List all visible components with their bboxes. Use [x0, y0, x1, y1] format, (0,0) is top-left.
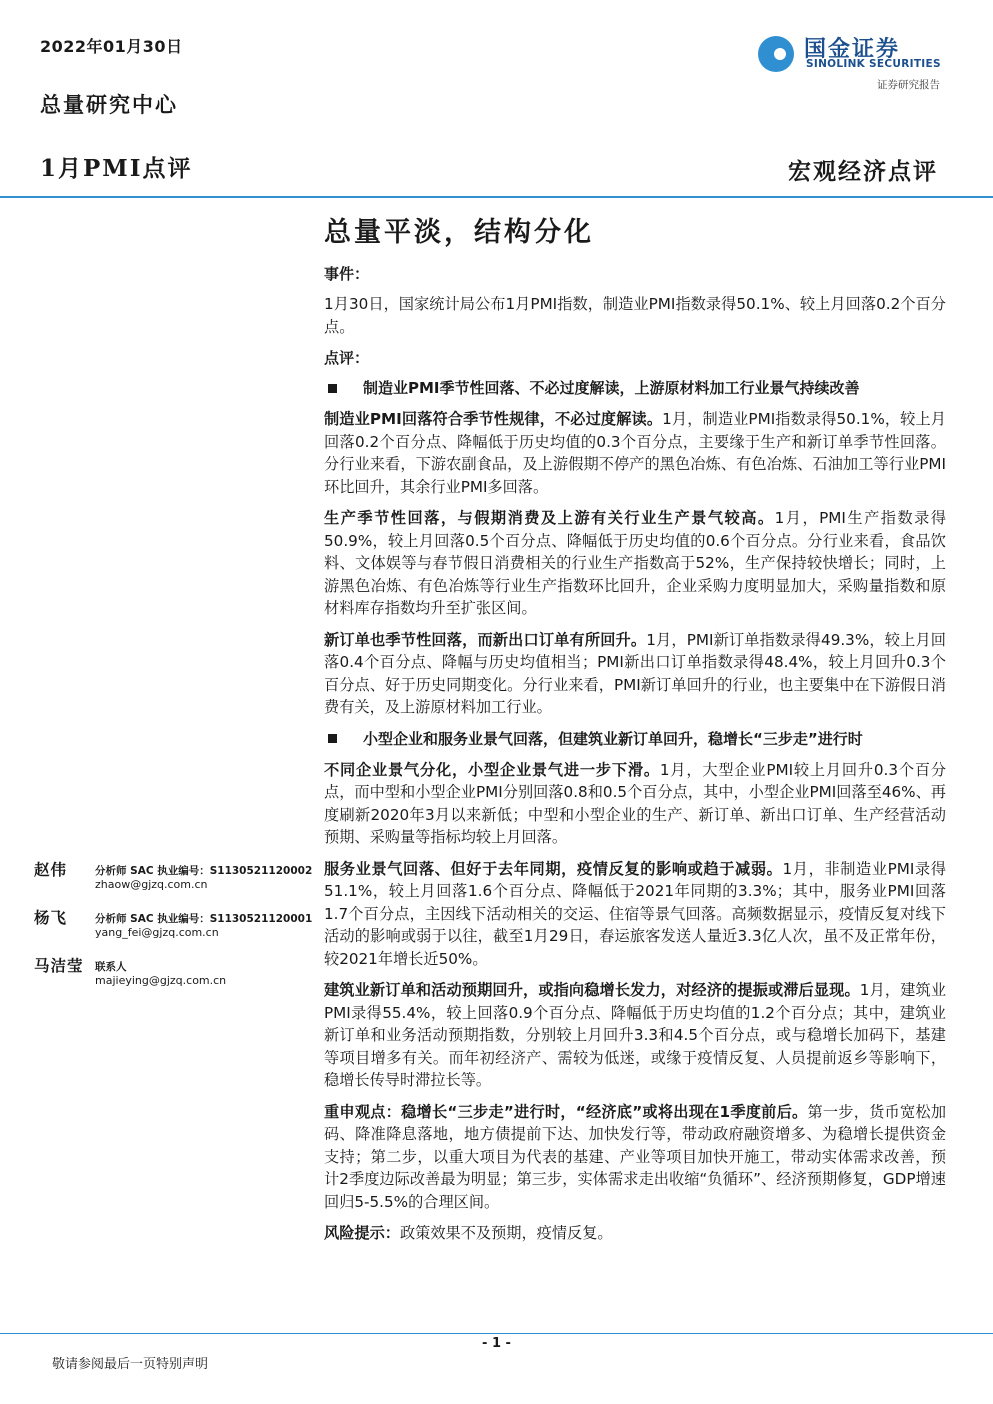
analyst-email[interactable]: zhaow@gjzq.com.cn	[95, 878, 208, 891]
paragraph-body: 1月，建筑业PMI录得55.4%，较上回落0.9个百分点、降幅低于历史均值的1.2个百分点；其中，建筑业新订单和业务活动预期指数，分别较上月回升3.3和4.5个百分点，或与稳增长加码下，基建等项目增多有关。而年初经济产、需较为低迷，或缘于疫情反复、人员提前返乡等影响下，稳增长传导时滞拉长等。	[324, 981, 947, 1089]
bullet-square-icon	[328, 734, 337, 743]
brand-name-en: SINOLINK SECURITIES	[806, 58, 941, 70]
analyst-role: 联系人	[95, 961, 127, 973]
paragraph-body: 第一步，货币宽松加码、降准降息落地，地方债提前下达、加快发行等，带动政府融资增多、为稳增长提供资金支持；第二步，以重大项目为代表的基建、产业等项目加快开施工，带动实体需求改善，预计2季度边际改善最为明显；第三步，实体需求走出收缩“负循环”、经济预期修复，GDP增速回归5-5.5%的合理区间。	[324, 1102, 947, 1211]
analyst-name: 杨飞	[34, 908, 68, 927]
analyst-entry	[34, 954, 314, 1002]
report-body	[324, 210, 946, 1254]
paragraph-2	[324, 507, 946, 620]
paragraph-lead: 新订单也季节性回落，而新出口订单有所回升。	[324, 630, 647, 649]
paragraph-body: 1月，大型企业PMI较上月回升0.3个百分点，而中型和小型企业PMI分别回落0.8和0.5个百分点，其中，小型企业PMI回落至46%、再度刷新2020年3月以来新低；中型和小型企业的生产、新订单、新出口订单、生产经营活动预期、采购量等指标均较上月回落。	[324, 760, 947, 846]
brand-name-cn: 国金证券	[804, 37, 901, 62]
event-label: 事件：	[324, 265, 370, 283]
report-subject: 1月PMI点评	[40, 155, 193, 182]
analyst-email[interactable]: yang_fei@gjzq.com.cn	[95, 926, 219, 939]
paragraph-body: 1月，PMI生产指数录得50.9%，较上月回落0.5个百分点、降幅低于历史均值的0.6个百分点。分行业来看，食品饮料、文体娱等与春节假日消费相关的行业生产指数高于52%，生产保持较快增长；同时，上游黑色冶炼、有色冶炼等行业生产指数环比回升，企业采购力度明显加大，采购量指数和原材料库存指数均升至扩张区间。	[324, 509, 947, 617]
footer-divider	[0, 1333, 993, 1334]
analyst-list	[34, 858, 314, 1002]
report-headline: 总量平淡，结构分化	[324, 217, 594, 248]
paragraph-lead: 重申观点：稳增长“三步走”进行时，“经济底”或将出现在1季度前后。	[324, 1102, 808, 1121]
paragraph-body: 1月，PMI新订单指数录得49.3%，较上月回落0.4个百分点、降幅与历史均值相当；PMI新出口订单指数录得48.4%，较上月回升0.3个百分点、好于历史同期变化。分行业来看，PMI新订单回升的行业，也主要集中在下游假日消费有关，及上游原材料加工行业。	[324, 630, 946, 716]
analyst-name: 马洁莹	[34, 956, 84, 975]
disclaimer-note: 敬请参阅最后一页特别声明	[52, 1357, 209, 1372]
department-name: 总量研究中心	[40, 92, 178, 117]
paragraph-lead: 不同企业景气分化，小型企业景气进一步下滑。	[324, 760, 660, 779]
paragraph-6	[324, 979, 946, 1092]
report-category: 宏观经济点评	[788, 158, 938, 185]
analyst-role: 分析师 SAC 执业编号：S1130521120001	[95, 913, 313, 925]
page-number: - 1 -	[482, 1336, 511, 1351]
paragraph-7	[324, 1101, 946, 1214]
section-heading-text: 小型企业和服务业景气回落，但建筑业新订单回升，稳增长“三步走”进行时	[363, 729, 863, 748]
paragraph-1	[324, 408, 946, 498]
analyst-entry	[34, 906, 314, 954]
section-heading-2	[324, 728, 946, 750]
comment-label: 点评：	[324, 349, 370, 367]
paragraph-lead: 建筑业新订单和活动预期回升，或指向稳增长发力，对经济的提振或滞后显现。	[324, 981, 860, 999]
analyst-email[interactable]: majieying@gjzq.com.cn	[95, 974, 227, 987]
paragraph-body: 政策效果不及预期，疫情反复。	[399, 1224, 613, 1242]
paragraph-body: 1月，非制造业PMI录得51.1%，较上月回落1.6个百分点、降幅低于2021年同期的3.3%；其中，服务业PMI回落1.7个百分点，主因线下活动相关的交运、住宿等景气回落。高频数据显示，疫情反复对线下活动的影响或弱于以往，截至1月29日，春运旅客发送人量近3.3亿人次，虽不及正常年份，较2021年增长近50%。	[324, 859, 947, 968]
analyst-role: 分析师 SAC 执业编号：S1130521120002	[95, 865, 313, 877]
analyst-entry	[34, 858, 314, 906]
brand-subtitle: 证券研究报告	[877, 79, 940, 91]
paragraph-lead: 生产季节性回落，与假期消费及上游有关行业生产景气较高。	[324, 509, 775, 527]
bullet-square-icon	[328, 384, 337, 393]
analyst-name: 赵伟	[34, 860, 68, 879]
brand-logo	[756, 32, 946, 92]
section-heading-1	[324, 377, 946, 399]
paragraph-5	[324, 858, 946, 971]
paragraph-3	[324, 629, 946, 719]
sinolink-logo-icon	[756, 34, 796, 74]
paragraph-lead: 制造业PMI回落符合季节性规律，不必过度解读。	[324, 410, 663, 428]
section-heading-text: 制造业PMI季节性回落、不必过度解读，上游原材料加工行业景气持续改善	[363, 379, 860, 397]
paragraph-lead: 风险提示：	[324, 1224, 400, 1242]
paragraph-4	[324, 759, 946, 849]
paragraph-lead: 服务业景气回落、但好于去年同期，疫情反复的影响或趋于减弱。	[324, 859, 783, 878]
paragraph-body: 1月，制造业PMI指数录得50.1%，较上月回落0.2个百分点、降幅低于历史均值的0.3个百分点，主要缘于生产和新订单季节性回落。分行业来看，下游农副食品，及上游假期不停产的黑色冶炼、有色冶炼、石油加工等行业PMI环比回升，其余行业PMI多回落。	[324, 410, 946, 496]
header-divider	[0, 196, 993, 198]
report-date: 2022年01月30日	[40, 37, 183, 56]
risk-note	[324, 1222, 946, 1245]
event-text: 1月30日，国家统计局公布1月PMI指数，制造业PMI指数录得50.1%、较上月回落0.2个百分点。	[324, 295, 946, 336]
